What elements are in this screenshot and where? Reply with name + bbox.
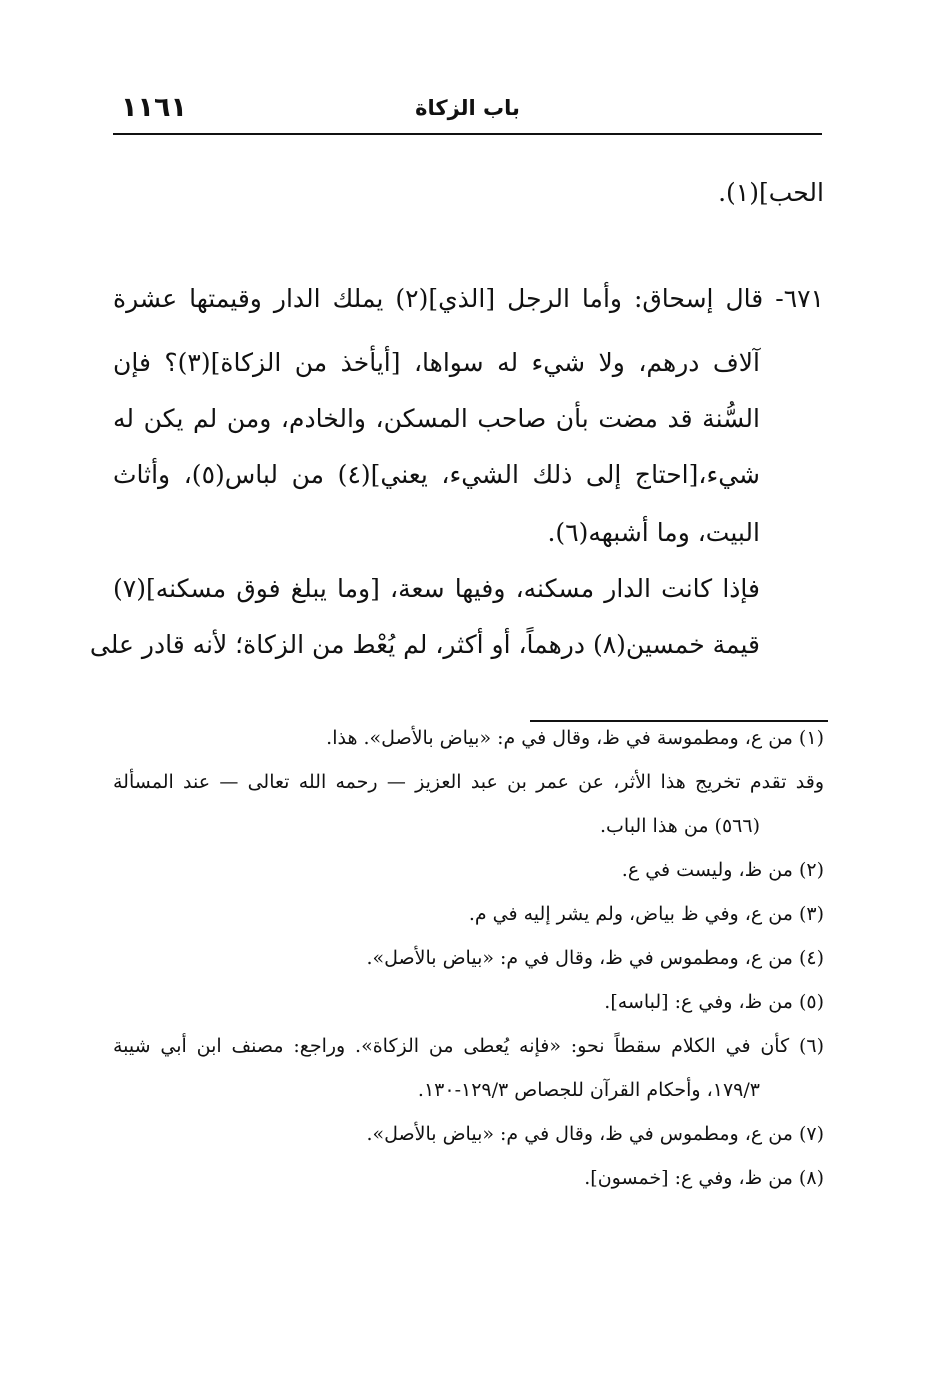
footnote-line: (٥) من ظ، وفي ع: [لباسه]. [604,991,824,1013]
footnote-line: (٨) من ظ، وفي ع: [خمسون]. [584,1167,824,1189]
footnote-line: (٢) من ظ، وليست في ع. [621,859,824,881]
text-line: السُّنة قد مضت بأن صاحب المسكن، والخادم، ومن لم يكن له [113,404,760,433]
page-number: ١١٦١ [121,92,187,123]
header-rule [113,133,822,135]
footnote-line: (١) من ع، ومطموسة في ظ، وقال في م: «بياض بالأصل». هذا. [326,727,824,749]
text-line: قيمة خمسين(٨) درهماً، أو أكثر، لم يُعْط من الزكاة؛ لأنه قادر على [89,630,760,659]
text-line: فإذا كانت الدار مسكنه، وفيها سعة، [وما يبلغ فوق مسكنه](٧) [113,574,760,603]
footnote-line: (٦) كأن في الكلام سقطاً نحو: «فإنه يُعطى من الزكاة». وراجع: مصنف ابن أبي شيبة [113,1035,824,1057]
footnote-line: (٣) من ع، وفي ظ بياض، ولم يشر إليه في م. [468,903,824,925]
footnote-line: وقد تقدم تخريج هذا الأثر، عن عمر بن عبد العزيز — رحمه الله تعالى — عند المسألة [113,771,824,793]
page-header [113,92,822,132]
text-line: آلاف درهم، ولا شيء له سواها، [أيأخذ من الزكاة](٣)؟ فإن [113,348,760,377]
running-title: باب الزكاة [415,96,520,120]
text-line: البيت، وما أشبهه(٦). [547,518,760,547]
text-line: ٦٧١- قال إسحاق: وأما الرجل [الذي](٢) يملك الدار وقيمتها عشرة [113,284,824,313]
footnote-separator [530,720,828,722]
text-line: شيء،[احتاج إلى ذلك الشيء، يعني](٤) من لباس(٥)، وأثاث [113,460,760,489]
footnote-line: ١٧٩/٣، وأحكام القرآن للجصاص ١٢٩/٣-١٣٠. [417,1079,760,1101]
footnote-line: (٧) من ع، ومطموس في ظ، وقال في م: «بياض بالأصل». [366,1123,824,1145]
footnote-line: (٥٦٦) من هذا الباب. [599,815,760,837]
footnote-line: (٤) من ع، ومطموس في ظ، وقال في م: «بياض بالأصل». [366,947,824,969]
text-line: الحب](١). [718,178,824,207]
